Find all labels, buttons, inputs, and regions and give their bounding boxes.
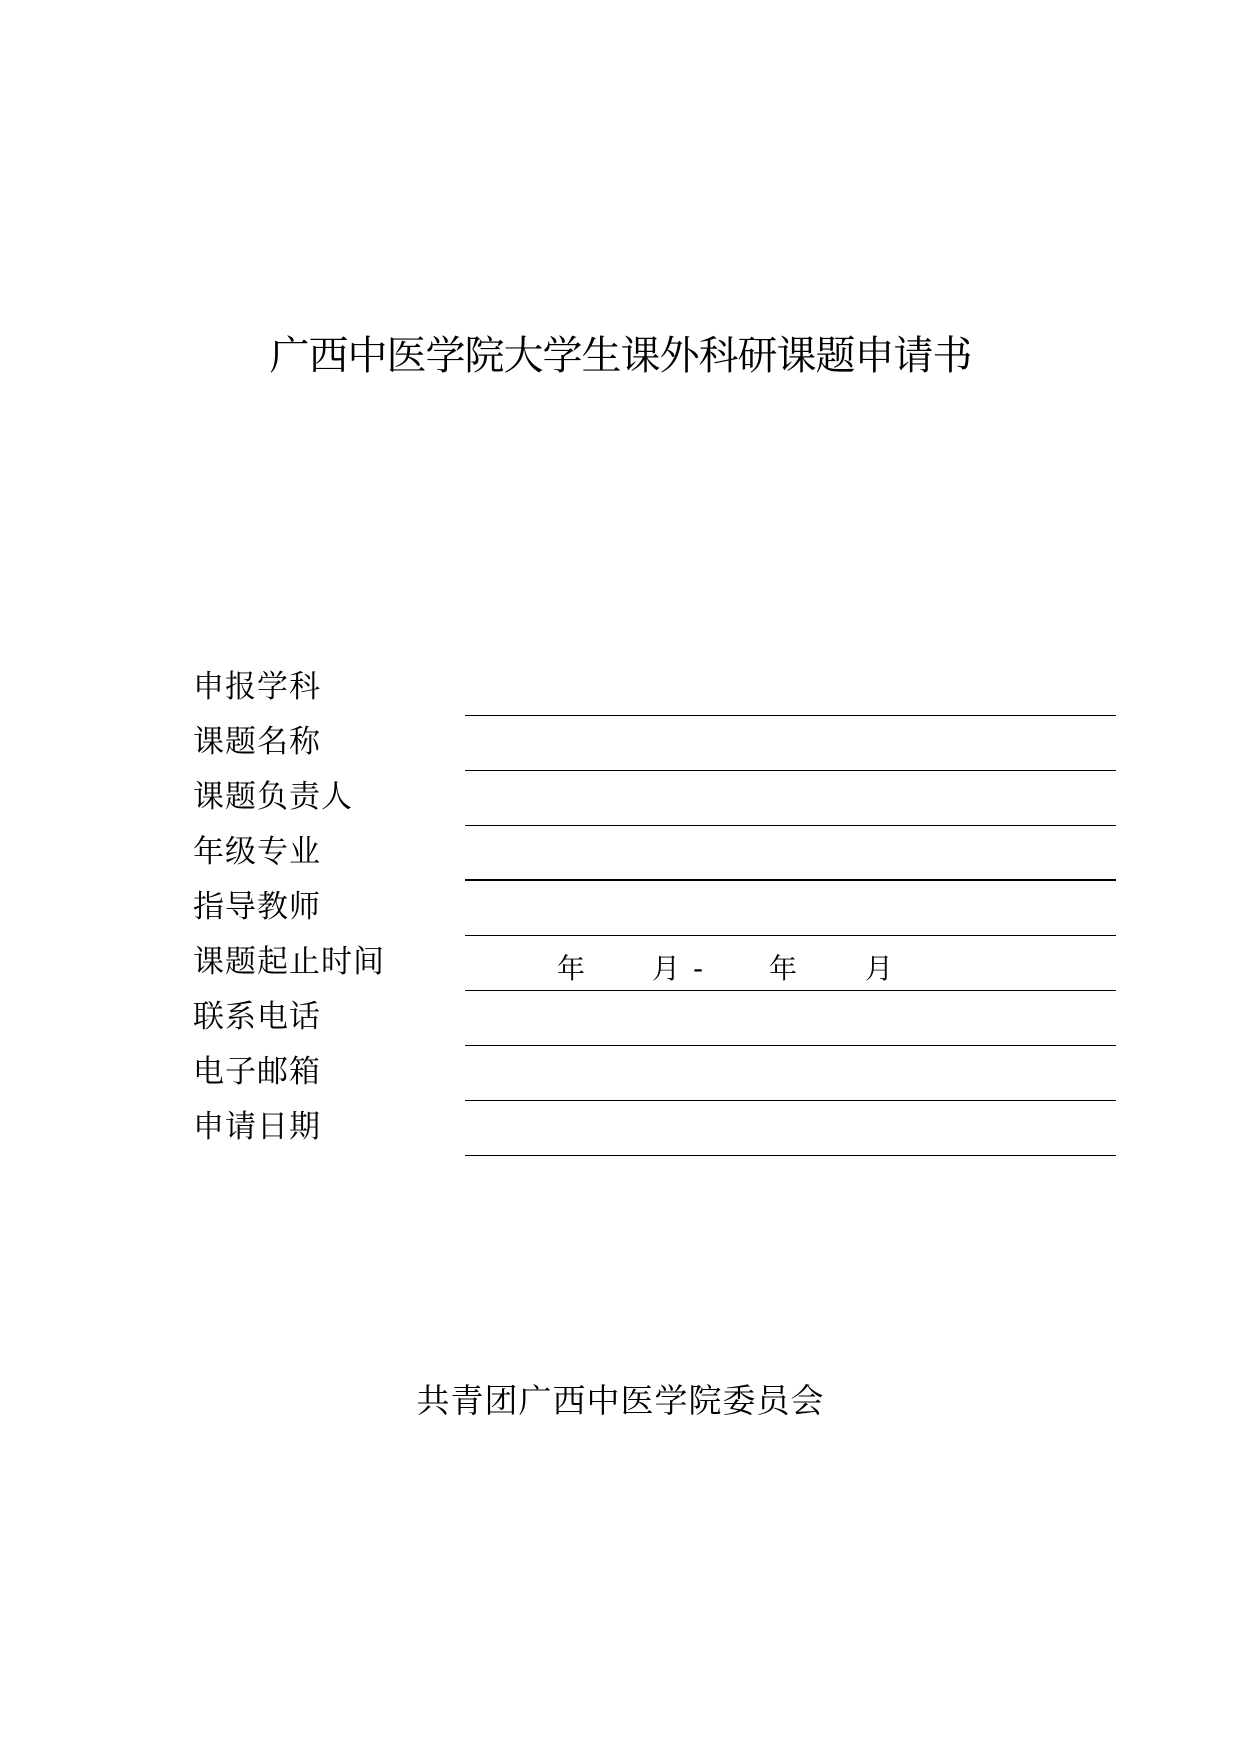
end-month-unit: 月 bbox=[865, 952, 894, 985]
field-row-topic-name bbox=[0, 715, 1241, 771]
leader-field[interactable] bbox=[470, 780, 1110, 820]
field-label-period: 课题起止时间 bbox=[193, 944, 385, 980]
field-label-advisor: 指导教师 bbox=[193, 889, 321, 925]
subject-field[interactable] bbox=[470, 670, 1110, 710]
field-row-grade-major bbox=[0, 825, 1241, 881]
advisor-field[interactable] bbox=[470, 890, 1110, 930]
field-label-application-date: 申请日期 bbox=[193, 1109, 321, 1145]
application-date-field[interactable] bbox=[470, 1110, 1110, 1150]
field-row-period bbox=[0, 935, 1241, 991]
field-row-application-date bbox=[0, 1100, 1241, 1156]
field-row-subject bbox=[0, 660, 1241, 716]
field-label-email: 电子邮箱 bbox=[193, 1054, 321, 1090]
field-row-leader bbox=[0, 770, 1241, 826]
end-year-unit: 年 bbox=[769, 952, 798, 985]
start-year-unit: 年 bbox=[557, 952, 586, 985]
phone-field[interactable] bbox=[470, 1000, 1110, 1040]
issuer-name: 共青团广西中医学院委员会 bbox=[416, 1381, 825, 1420]
field-row-advisor bbox=[0, 880, 1241, 936]
underline bbox=[465, 1155, 1116, 1156]
date-separator: - bbox=[693, 952, 704, 985]
grade-major-field[interactable] bbox=[470, 835, 1110, 875]
field-label-grade-major: 年级专业 bbox=[193, 834, 321, 870]
document-title: 广西中医学院大学生课外科研课题申请书 bbox=[269, 333, 972, 379]
field-row-phone bbox=[0, 990, 1241, 1046]
field-label-subject: 申报学科 bbox=[193, 669, 321, 705]
field-row-email bbox=[0, 1045, 1241, 1101]
start-month-unit: 月 bbox=[652, 952, 681, 985]
topic-name-field[interactable] bbox=[470, 725, 1110, 765]
field-label-phone: 联系电话 bbox=[193, 999, 321, 1035]
field-label-leader: 课题负责人 bbox=[193, 779, 353, 815]
email-field[interactable] bbox=[470, 1055, 1110, 1095]
field-label-topic-name: 课题名称 bbox=[193, 724, 321, 760]
